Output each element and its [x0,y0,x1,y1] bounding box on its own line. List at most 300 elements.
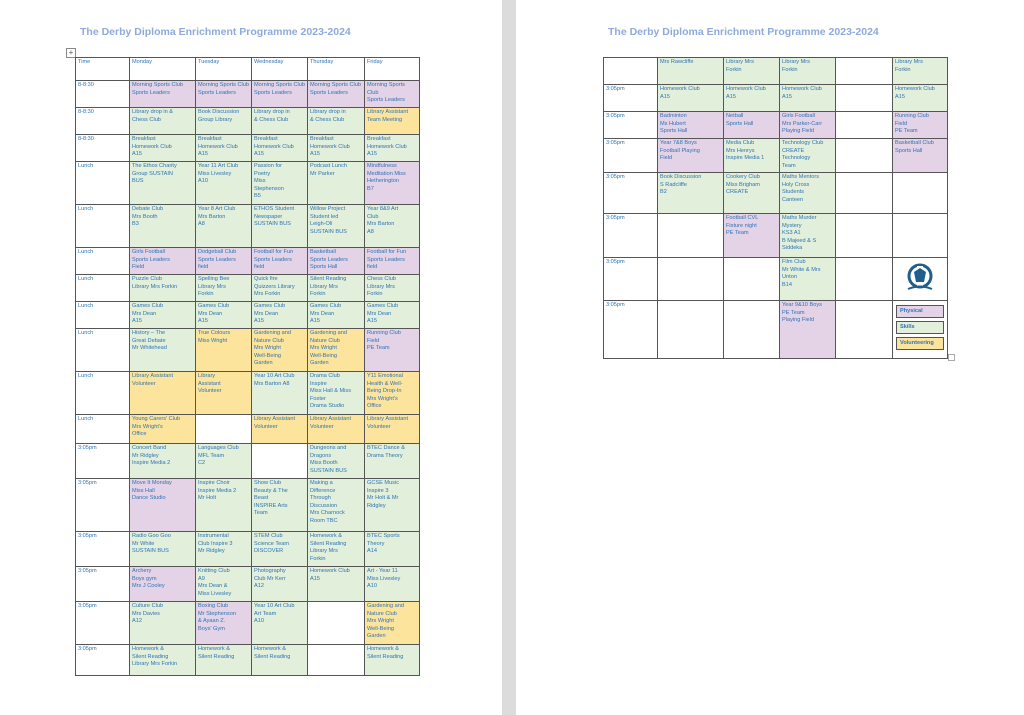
activity-line: Mrs Wright [367,618,394,625]
table-row [76,275,420,302]
activity-line: Sports Leaders [132,256,170,263]
activity-cell [196,532,252,567]
activity-line: Ms Hubert [660,120,686,127]
activity-cell [724,301,780,359]
time-cell [604,58,658,85]
activity-line: A15 [132,151,142,158]
activity-line: Inspire 3 [367,487,389,494]
activity-cell [658,139,724,173]
activity-line: Canteen [782,196,804,203]
time-cell: 3:05pm [76,532,130,567]
key-item-skills: Skills [896,321,944,334]
table-row [76,329,420,372]
activity-line: field [198,264,209,271]
time-cell: 8-8:30 [76,135,130,162]
activity-cell [724,139,780,173]
activity-cell [130,329,196,372]
activity-line: A8 [367,228,374,235]
activity-cell [658,301,724,359]
activity-line: INSPIRE Arts [254,502,288,509]
activity-cell [836,58,893,85]
activity-line: Mrs Dean [132,310,157,317]
activity-line: Inspire Media 2 [132,460,171,467]
activity-line: Show Club [254,480,282,486]
activity-line: Culture Club [132,603,164,609]
activity-line: Students [782,189,805,196]
activity-cell [365,532,420,567]
activity-line: Sports Leaders [254,256,292,263]
activity-line: BTEC Sports [367,533,400,539]
activity-cell [308,567,365,602]
activity-cell [308,415,365,444]
activity-line: Library Mrs [782,59,810,65]
activity-line: B14 [782,281,792,288]
activity-line: Club Mr Kerr [254,575,286,582]
activity-line: PE Team [895,128,918,135]
timetable-page-2 [603,57,948,359]
activity-line: Office [367,403,382,410]
activity-line: Mrs Rawcliffe [660,59,694,65]
activity-line: Games Club [367,303,399,309]
activity-cell [196,602,252,645]
activity-line: Forkin [782,66,798,73]
activity-line: Meditation Miss [367,170,406,177]
activity-line: Newspaper [254,213,283,220]
activity-line: Field [660,155,673,162]
activity-cell [252,532,308,567]
activity-cell [724,85,780,112]
activity-line: Student led [310,213,339,220]
activity-cell [130,248,196,275]
activity-line: Inspire Media 2 [198,487,237,494]
activity-line: Year 7&8 Boys [660,140,697,146]
activity-line: BUS [132,178,144,185]
activity-cell [252,415,308,444]
activity-cell [365,135,420,162]
activity-cell [252,602,308,645]
activity-cell [658,173,724,214]
activity-line: Morning Sports Club [310,82,361,88]
activity-line: A14 [367,548,377,555]
activity-line: Football for Fun [254,249,294,255]
activity-line: Homework & [132,646,165,652]
activity-cell [196,372,252,415]
activity-line: Instrumental [198,533,229,539]
activity-line: Willow Project [310,206,346,212]
table-row [76,108,420,135]
activity-line: Spelling Bee [198,276,230,282]
document-title: The Derby Diploma Enrichment Programme 2023-2024 [80,26,351,38]
activity-line: Mrs Henrys [726,147,755,154]
activity-line: Foster [310,395,326,402]
activity-cell [658,112,724,139]
activity-line: The Ethos Charity [132,163,177,169]
activity-line: Sports Hall [895,147,923,154]
activity-line: Y11 Emotional [367,373,403,379]
activity-line: Mrs J Cooley [132,583,165,590]
activity-line: Sports Leaders [310,256,348,263]
activity-line: S Radcliffe [660,181,687,188]
activity-cell [365,415,420,444]
activity-line: Mr Holt & Mr [367,495,399,502]
activity-line: Club [367,213,379,220]
activity-cell [780,258,836,301]
activity-cell [365,302,420,329]
activity-line: Languages Club [198,445,239,451]
activity-cell [308,302,365,329]
activity-cell [308,645,365,676]
activity-line: Running Club [895,113,929,119]
activity-cell [252,567,308,602]
activity-cell [658,258,724,301]
activity-line: Silent Reading [132,653,169,660]
activity-line: Sports Hall [726,120,754,127]
activity-line: Games Club [198,303,230,309]
activity-line: Homework & [310,533,343,539]
activity-line: Sports Leaders [132,89,170,96]
activity-line: Dragons [310,452,332,459]
activity-cell [780,301,836,359]
header-cell: Wednesday [252,58,308,81]
activity-cell [365,444,420,479]
activity-cell [365,479,420,532]
logo-cell [893,258,948,301]
table-row [604,139,948,173]
activity-line: Volunteer [310,423,334,430]
activity-line: Group SUSTAIN [132,170,173,177]
activity-line: Chess Club [132,116,161,123]
activity-line: A15 [310,151,320,158]
end-of-cell-mark [948,354,955,361]
activity-line: Homework Club [310,143,350,150]
activity-line: Knitting Club [198,568,230,574]
activity-cell [836,173,893,214]
activity-cell [252,302,308,329]
activity-line: Great Debate [132,337,166,344]
activity-line: Mrs Davies [132,610,160,617]
time-cell: 3:05pm [604,112,658,139]
school-crest-icon [902,262,938,294]
activity-line: Maths Murder [782,215,817,221]
time-cell: 3:05pm [76,645,130,676]
activity-cell [196,135,252,162]
activity-cell [780,214,836,258]
activity-line: A15 [254,151,264,158]
activity-line: Running Club [367,330,401,336]
activity-cell [893,173,948,214]
activity-line: A12 [254,583,264,590]
activity-line: Morning Sports Club [132,82,183,88]
activity-cell [252,372,308,415]
activity-line: Mrs Barton [367,221,395,228]
header-cell: Friday [365,58,420,81]
activity-cell [130,135,196,162]
activity-line: Miss Livesley [198,590,232,597]
activity-cell [308,479,365,532]
activity-line: Mr Ridgley [198,548,225,555]
activity-line: Chess Club [367,276,396,282]
activity-line: A15 [660,93,670,100]
activity-line: Breakfast [198,136,222,142]
activity-line: Homework Club [132,143,172,150]
time-cell: 3:05pm [76,479,130,532]
activity-line: Mrs Wright [254,345,281,352]
activity-line: Forkin [895,66,911,73]
activity-cell [130,479,196,532]
table-row [76,372,420,415]
activity-line: Art - Year 11 [367,568,398,574]
activity-cell [130,302,196,329]
activity-line: Netball [726,113,744,119]
activity-line: True Colours [198,330,231,336]
activity-cell [252,645,308,676]
activity-line: Nature Club [367,610,397,617]
activity-cell [252,329,308,372]
activity-line: KS3 A1 [782,230,801,237]
table-row [76,135,420,162]
activity-line: Homework Club [367,143,407,150]
activity-line: Unton [782,274,797,281]
activity-cell [252,108,308,135]
activity-cell [893,85,948,112]
activity-line: Mrs Wright [310,345,337,352]
activity-line: Book Discussion [198,109,240,115]
header-cell: Time [76,58,130,81]
activity-line: Boxing Club [198,603,229,609]
activity-line: A15 [310,575,320,582]
activity-line: Young Carers' Club [132,416,181,422]
activity-cell [130,205,196,248]
activity-cell [365,567,420,602]
activity-cell [836,112,893,139]
activity-cell [893,214,948,258]
activity-cell [196,205,252,248]
table-row [76,602,420,645]
activity-cell [130,444,196,479]
activity-cell [130,645,196,676]
table-row [76,248,420,275]
time-cell: 3:05pm [604,139,658,173]
activity-line: STEM Club [254,533,283,539]
activity-line: Stephenson [254,185,284,192]
time-cell: Lunch [76,302,130,329]
activity-line: Sports Leaders [367,256,405,263]
table-row [76,532,420,567]
time-cell: Lunch [76,329,130,372]
activity-line: Games Club [254,303,286,309]
table-row [76,415,420,444]
activity-cell [308,162,365,205]
activity-line: A10 [367,583,377,590]
activity-line: Mrs Wright's [367,395,398,402]
activity-line: C2 [198,460,206,467]
activity-cell [365,372,420,415]
activity-line: Library Mrs [310,283,338,290]
activity-line: Mr Whitehead [132,345,167,352]
activity-line: Boys gym [132,575,157,582]
activity-line: Library Mrs [726,59,754,65]
activity-line: Difference [310,487,336,494]
activity-line: Football CVL [726,215,759,221]
time-cell: Lunch [76,415,130,444]
activity-line: Holy Cross [782,181,810,188]
activity-line: Garden [367,633,386,640]
activity-line: Being Drop-In [367,388,402,395]
activity-cell [308,532,365,567]
activity-cell [658,85,724,112]
activity-line: SUSTAIN BUS [132,548,169,555]
activity-line: Playing Field [782,317,815,324]
activity-cell [252,444,308,479]
activity-line: Gardening and [367,603,405,609]
activity-line: Miss Livesley [198,170,232,177]
activity-line: Girls Football [132,249,165,255]
activity-line: Playing Field [782,128,815,135]
activity-line: Homework Club [895,86,935,92]
activity-line: Breakfast [367,136,391,142]
activity-line: Dance Studio [132,495,166,502]
activity-line: Media Club [726,140,755,146]
activity-line: Club Inspire 3 [198,540,233,547]
time-cell: 3:05pm [76,567,130,602]
activity-line: Morning Sports Club [198,82,249,88]
activity-cell [308,372,365,415]
activity-line: Homework Club [782,86,822,92]
activity-cell [130,532,196,567]
activity-line: A10 [198,178,208,185]
activity-line: Morning Sports Club [254,82,305,88]
activity-line: Assistant [198,380,221,387]
activity-cell [196,302,252,329]
activity-line: Radio Goo Goo [132,533,171,539]
activity-line: Forkin [310,291,326,298]
key-cell [893,301,948,359]
time-cell: 8-8:30 [76,81,130,108]
table-row [76,81,420,108]
activity-line: field [254,264,265,271]
activity-line: Mrs Booth [132,213,158,220]
activity-line: ETHOS Student [254,206,295,212]
activity-cell [365,205,420,248]
activity-line: PE Team [367,345,390,352]
activity-cell [252,275,308,302]
activity-line: Forkin [198,291,214,298]
activity-line: Sports Leaders [254,89,292,96]
activity-line: SUSTAIN BUS [310,467,347,474]
activity-cell [836,301,893,359]
time-cell: Lunch [76,162,130,205]
activity-line: Maths Mentors [782,174,819,180]
activity-line: Nature Club [254,337,284,344]
activity-line: Miss Hall [132,487,155,494]
activity-cell [252,162,308,205]
activity-line: Inspire Choir [198,480,230,486]
activity-cell [658,214,724,258]
timetable-page-1 [75,57,420,676]
time-cell: 3:05pm [604,85,658,112]
activity-cell [196,81,252,108]
time-cell: 3:05pm [604,301,658,359]
activity-line: Football for Fun [367,249,407,255]
page-gap [502,0,516,715]
activity-line: Gardening and [254,330,292,336]
table-move-handle-icon[interactable]: + [66,48,76,58]
activity-line: Volunteer [254,423,278,430]
activity-cell [780,85,836,112]
activity-line: Football Playing [660,147,700,154]
activity-cell [196,444,252,479]
activity-line: Drama Theory [367,452,403,459]
activity-line: A15 [198,318,208,325]
activity-cell [308,81,365,108]
activity-line: Sports Hall [660,128,688,135]
table-row [76,302,420,329]
activity-cell [893,112,948,139]
activity-cell [308,602,365,645]
activity-cell [252,205,308,248]
activity-line: Homework Club [726,86,766,92]
activity-line: Sports Leaders [310,89,348,96]
activity-line: Team Meeting [367,116,403,123]
activity-line: Podcast Lunch [310,163,348,169]
time-cell: 3:05pm [604,173,658,214]
key-item-physical: Physical [896,305,944,318]
time-cell: 3:05pm [76,444,130,479]
page-2 [516,0,1024,715]
activity-line: & Chess Club [310,116,345,123]
activity-line: Mrs Dean & [198,583,228,590]
activity-line: Library drop in [254,109,290,115]
activity-line: Field [895,120,908,127]
table-row [604,85,948,112]
table-row [604,214,948,258]
activity-line: Inspire [310,380,327,387]
activity-cell [836,214,893,258]
activity-line: Silent Reading [198,653,235,660]
activity-line: Miss Booth [310,460,338,467]
activity-line: Room TBC [310,517,338,524]
activity-cell [365,162,420,205]
header-cell: Monday [130,58,196,81]
activity-cell [780,173,836,214]
activity-cell [365,248,420,275]
activity-line: Ridgley [367,502,386,509]
activity-line: Mrs Dean [310,310,335,317]
activity-line: field [367,264,378,271]
activity-cell [130,162,196,205]
activity-line: Silent Reading [310,276,347,282]
activity-cell [308,135,365,162]
activity-line: Miss Wright [198,337,228,344]
activity-cell [308,444,365,479]
activity-line: Breakfast [310,136,334,142]
activity-line: Breakfast [132,136,156,142]
activity-cell [130,81,196,108]
activity-line: Forkin [726,66,742,73]
activity-cell [724,173,780,214]
activity-line: Through [310,495,331,502]
activity-line: Mr Holt [198,495,217,502]
activity-line: Library Mrs Forkin [132,283,178,290]
activity-line: A15 [132,318,142,325]
activity-line: Silent Reading [310,540,347,547]
activity-line: Science Team [254,540,290,547]
activity-line: Volunteer [198,388,222,395]
activity-line: Miss [254,178,266,185]
table-row [76,205,420,248]
activity-cell [365,275,420,302]
activity-cell [836,85,893,112]
